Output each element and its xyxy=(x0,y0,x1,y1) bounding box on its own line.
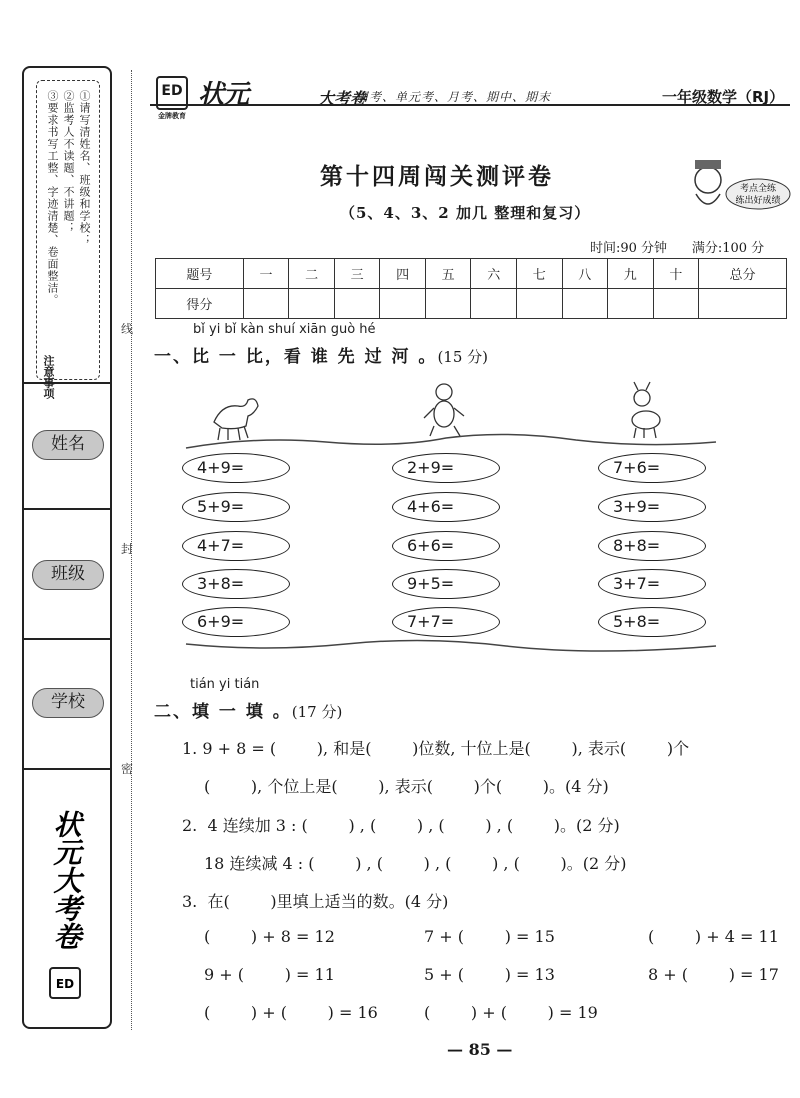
table-cell: 五 xyxy=(425,259,471,289)
section-1-title xyxy=(154,342,488,367)
table-cell: 七 xyxy=(516,259,562,289)
notice-title: 注意事项 xyxy=(42,355,55,399)
table-cell: 总分 xyxy=(699,259,787,289)
score-cell[interactable] xyxy=(471,289,517,319)
section-title-text: 二、填 一 填 。 xyxy=(154,702,292,722)
divider xyxy=(22,638,112,640)
table-cell: 八 xyxy=(562,259,608,289)
equation-oval[interactable]: 6+6= xyxy=(392,531,500,561)
time-info xyxy=(590,237,764,256)
score-cell[interactable] xyxy=(516,289,562,319)
equation-oval[interactable]: 6+9= xyxy=(182,607,290,637)
table-row xyxy=(156,259,787,289)
equation-oval[interactable]: 9+5= xyxy=(392,569,500,599)
brand-icon-sub: 金牌教育 xyxy=(158,112,186,120)
section-score: (17 分) xyxy=(291,703,343,721)
class-field-label: 班级 xyxy=(32,560,104,590)
equation-blank[interactable]: ( ) + 8 = 12 xyxy=(204,927,335,946)
table-cell: 四 xyxy=(380,259,426,289)
equation-blank[interactable]: 8 + ( ) = 17 xyxy=(648,965,779,984)
score-cell[interactable] xyxy=(243,289,289,319)
score-cell[interactable] xyxy=(425,289,471,319)
equation-blank[interactable]: 5 + ( ) = 13 xyxy=(424,965,555,984)
equation-oval[interactable]: 5+9= xyxy=(182,492,290,522)
table-cell: 二 xyxy=(289,259,335,289)
notice-line: ②监考人不读题、不讲题； xyxy=(62,90,75,234)
school-field-label: 学校 xyxy=(32,688,104,718)
table-cell: 三 xyxy=(334,259,380,289)
cut-label: 密 xyxy=(121,762,134,776)
brand-icon-text: ED xyxy=(161,83,183,99)
section-title-text: 一、比 一 比，看 谁 先 过 河 。 xyxy=(154,347,438,367)
page-subtitle: （5、4、3、2 加几 整理和复习） xyxy=(340,204,591,222)
brand-sub: 大考卷 xyxy=(318,89,367,108)
time-limit: 时间:90 分钟 xyxy=(590,241,668,256)
score-cell[interactable] xyxy=(334,289,380,319)
equation-oval[interactable]: 4+6= xyxy=(392,492,500,522)
grade-label: 一年级数学（RJ） xyxy=(662,88,785,106)
divider xyxy=(22,508,112,510)
table-cell: 十 xyxy=(653,259,699,289)
svg-text:ED: ED xyxy=(55,977,75,991)
score-cell[interactable] xyxy=(699,289,787,319)
table-cell: 一 xyxy=(243,259,289,289)
header-divider xyxy=(150,104,790,106)
equation-oval[interactable]: 3+9= xyxy=(598,492,706,522)
notice-lines xyxy=(44,90,92,352)
equation-oval[interactable]: 7+6= xyxy=(598,453,706,483)
pinyin-line: bǐ yi bǐ kàn shuí xiān guò hé xyxy=(193,322,376,337)
section-score: (15 分) xyxy=(437,348,488,366)
full-score: 满分:100 分 xyxy=(691,241,765,256)
score-cell[interactable] xyxy=(380,289,426,319)
equation-oval[interactable]: 7+7= xyxy=(392,607,500,637)
header-tags: 周考、单元考、月考、期中、期末 xyxy=(356,90,552,104)
notice-line: ③要求书写工整、字迹清楚、卷面整洁。 xyxy=(46,90,59,306)
score-cell[interactable] xyxy=(562,289,608,319)
score-table xyxy=(155,258,787,319)
divider xyxy=(22,382,112,384)
question-line: 3. 在( )里填上适当的数。(4 分) xyxy=(182,892,449,911)
divider xyxy=(22,768,112,770)
table-cell: 九 xyxy=(608,259,654,289)
mascot-text: 练出好成绩 xyxy=(735,196,781,206)
brand-name: 状元 xyxy=(198,80,249,110)
score-cell[interactable] xyxy=(608,289,654,319)
page-title: 第十四周闯关测评卷 xyxy=(320,163,554,190)
equation-oval[interactable]: 3+8= xyxy=(182,569,290,599)
equation-blank[interactable]: ( ) + ( ) = 19 xyxy=(424,1003,598,1022)
equation-oval[interactable]: 5+8= xyxy=(598,607,706,637)
horse-icon xyxy=(214,399,258,440)
deer-icon xyxy=(632,382,660,438)
equation-blank[interactable]: ( ) + ( ) = 16 xyxy=(204,1003,378,1022)
question-line: ( ), 个位上是( ), 表示( )个( )。(4 分) xyxy=(204,777,609,796)
score-cell[interactable] xyxy=(289,289,335,319)
equation-oval[interactable]: 4+9= xyxy=(182,453,290,483)
equation-oval[interactable]: 8+8= xyxy=(598,531,706,561)
equation-blank[interactable]: 7 + ( ) = 15 xyxy=(424,927,555,946)
section-2-title xyxy=(154,697,342,722)
table-cell: 题号 xyxy=(156,259,244,289)
sidebar-logo xyxy=(36,800,96,1000)
question-line: 1. 9 + 8 = ( ), 和是( )位数, 十位上是( ), 表示( )个 xyxy=(182,739,690,758)
pinyin-line: tián yi tián xyxy=(190,677,260,692)
mascot-scholar-icon xyxy=(682,150,792,220)
name-field-label: 姓名 xyxy=(32,430,104,460)
question-line: 2. 4 连续加 3 : ( ) , ( ) , ( ) , ( )。(2 分) xyxy=(182,816,620,835)
equation-oval[interactable]: 2+9= xyxy=(392,453,500,483)
score-cell[interactable] xyxy=(653,289,699,319)
notice-line: ①请写清姓名、班级和学校； xyxy=(78,90,91,246)
table-cell: 得分 xyxy=(156,289,244,319)
page-number: — 85 — xyxy=(447,1040,513,1059)
cut-label: 封 xyxy=(121,542,134,556)
sidebar-logo-text: 状元大考卷 xyxy=(49,810,83,950)
equation-oval[interactable]: 3+7= xyxy=(598,569,706,599)
mascot-text: 考点全练 xyxy=(739,184,777,194)
table-row xyxy=(156,289,787,319)
monkey-icon xyxy=(424,384,464,436)
question-line: 18 连续减 4 : ( ) , ( ) , ( ) , ( )。(2 分) xyxy=(204,854,627,873)
equation-blank[interactable]: ( ) + 4 = 11 xyxy=(648,927,779,946)
equation-oval[interactable]: 4+7= xyxy=(182,531,290,561)
cut-label: 线 xyxy=(121,322,134,336)
equation-blank[interactable]: 9 + ( ) = 11 xyxy=(204,965,335,984)
table-cell: 六 xyxy=(471,259,517,289)
